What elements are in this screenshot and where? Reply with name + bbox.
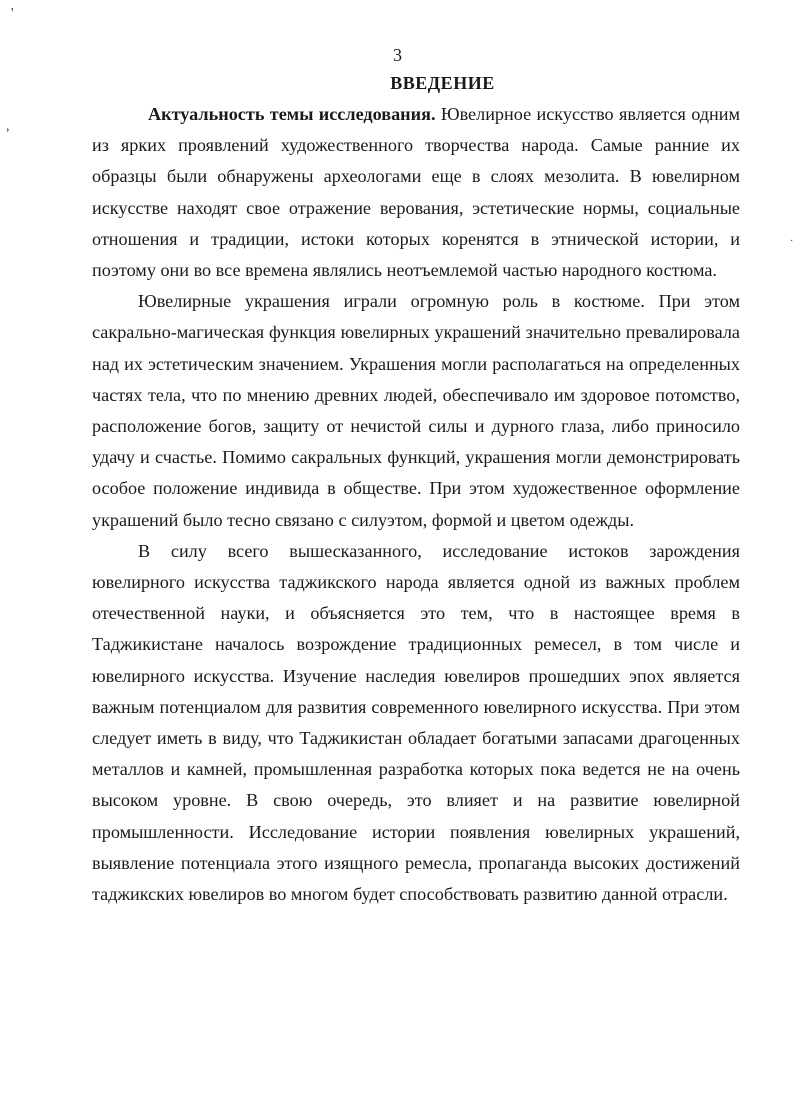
scan-mark: , [6, 119, 10, 134]
body-text [92, 99, 740, 910]
paragraph [92, 99, 740, 286]
scan-mark: · [790, 236, 794, 247]
paragraph-lead: Актуальность темы исследования. [148, 104, 436, 124]
paragraph-text: Ювелирное искусство является одним из ярких проявлений художественного творчества народа. Самые ранние их образцы были обнаружены археологами еще в слоях мезолита. В ювелирном искусстве находят свое отражение верования, эстетические нормы, социальные отношения и традиции, истоки которых коренятся в этнической истории, и поэтому они во все времена являлись неотъемлемой частью народного костюма. [92, 104, 740, 281]
page-title: ВВЕДЕНИЕ [390, 73, 495, 93]
paragraph: В силу всего вышесказанного, исследование истоков зарождения ювелирного искусства таджикского народа является одной из важных проблем отечественной науки, и объясняется это тем, что в настоящее время в Таджикистане началось возрождение традиционных ремесел, в том числе и ювелирного искусства. Изучение наследия ювелиров прошедших эпох является важным потенциалом для развития современного ювелирного искусства. При этом следует иметь в виду, что Таджикистан обладает богатыми запасами драгоценных металлов и камней, промышленная разработка которых пока ведется не на очень высоком уровне. В свою очередь, это влияет и на развитие ювелирной промышленности. Исследование истории появления ювелирных украшений, выявление потенциала этого изящного ремесла, пропаганда высоких достижений таджикских ювелиров во многом будет способствовать развитию данной отрасли. [92, 540, 740, 905]
paragraph: Ювелирные украшения играли огромную роль в костюме. При этом сакрально-магическая функция ювелирных украшений значительно превалировала над их эстетическим значением. Украшения могли располагаться на определенных частях тела, что по мнению древних людей, обеспечивало им здоровое потомство, расположение богов, защиту от нечистой силы и дурного глаза, либо приносило удачу и счастье. Помимо сакральных функций, украшения могли демонстрировать особое положение индивида в обществе. При этом художественное оформление украшений было тесно связано с силуэтом, формой и цветом одежды. [92, 291, 740, 530]
page-number: 3 [393, 45, 402, 65]
scan-mark: ' [11, 6, 14, 21]
